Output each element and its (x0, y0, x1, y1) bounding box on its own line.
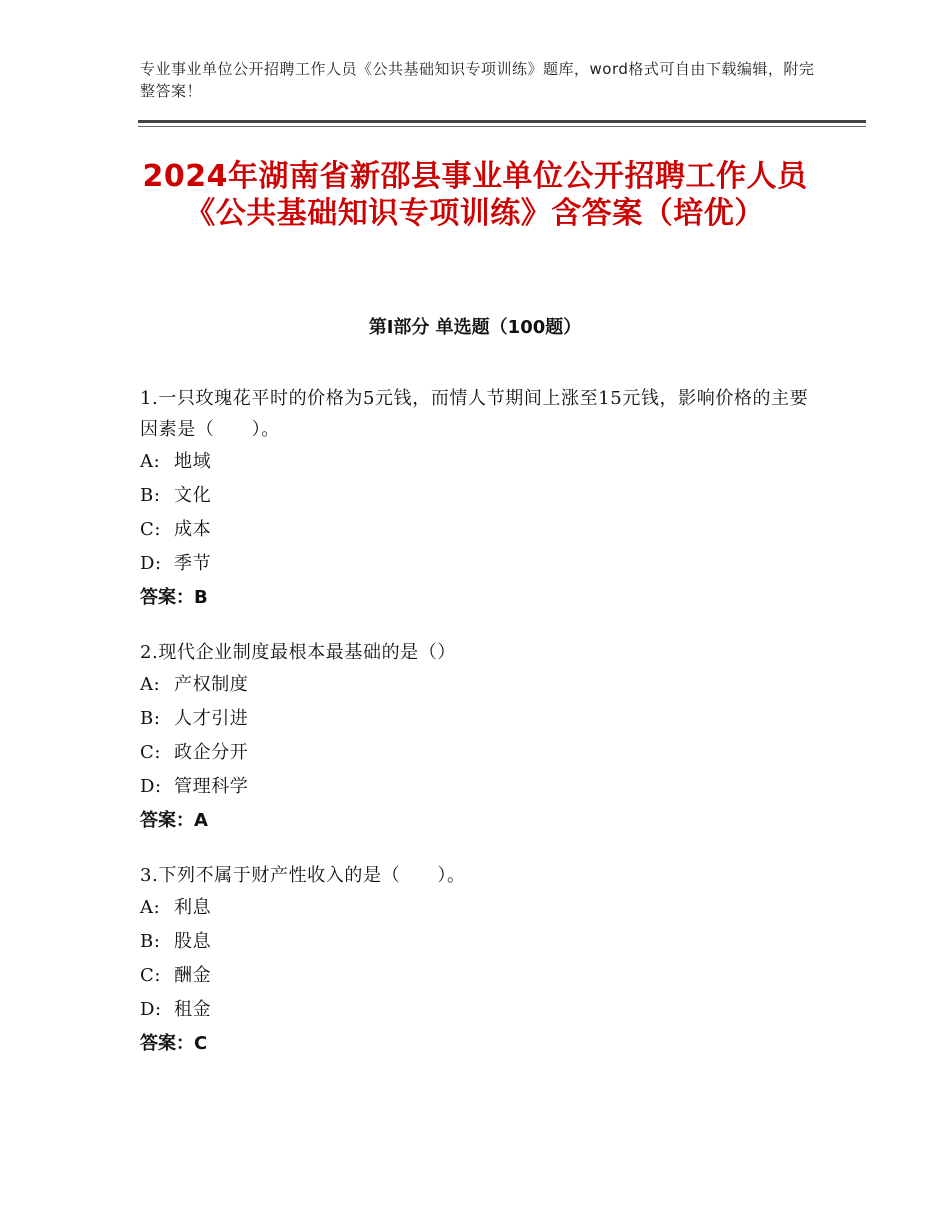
option-text: 管理科学 (174, 776, 249, 797)
section-title: 第Ⅰ部分 单选题（100题） (368, 317, 582, 338)
document-title: 2024年湖南省新邵县事业单位公开招聘工作人员《公共基础知识专项训练》含答案（培优） (142, 159, 808, 231)
question-stem: 1.一只玫瑰花平时的价格为5元钱，而情人节期间上涨至15元钱，影响价格的主要因素是（ ）。 (140, 388, 809, 440)
option-letter: D: (140, 999, 162, 1020)
option-text: 产权制度 (174, 674, 249, 695)
option-b (140, 702, 820, 736)
question-list (140, 383, 820, 1083)
option-a (140, 891, 820, 925)
option-letter: D: (140, 776, 162, 797)
option-c (140, 959, 820, 993)
question-stem: 3.下列不属于财产性收入的是（ ）。 (140, 865, 466, 886)
option-text: 租金 (174, 999, 212, 1020)
option-letter: C: (140, 965, 162, 986)
option-text: 文化 (174, 485, 212, 506)
answer-label: 答案：A (140, 810, 208, 831)
option-d (140, 547, 820, 581)
option-letter: A: (140, 674, 161, 695)
option-text: 利息 (174, 897, 212, 918)
option-a (140, 445, 820, 479)
option-text: 股息 (174, 931, 212, 952)
option-text: 酬金 (174, 965, 212, 986)
option-c (140, 513, 820, 547)
question-2 (140, 637, 820, 838)
option-letter: C: (140, 742, 162, 763)
header-note: 专业事业单位公开招聘工作人员《公共基础知识专项训练》题库，word格式可自由下载编辑，附完整答案！ (140, 60, 815, 100)
question-3 (140, 860, 820, 1061)
answer-label: 答案：B (140, 587, 208, 608)
option-letter: B: (140, 931, 161, 952)
option-d (140, 770, 820, 804)
option-letter: C: (140, 519, 162, 540)
option-c (140, 736, 820, 770)
option-letter: D: (140, 553, 162, 574)
answer-label: 答案：C (140, 1033, 208, 1054)
header-divider-thin (138, 126, 866, 127)
option-b (140, 479, 820, 513)
option-text: 政企分开 (174, 742, 249, 763)
option-text: 季节 (174, 553, 212, 574)
option-text: 地域 (174, 451, 212, 472)
option-d (140, 993, 820, 1027)
option-b (140, 925, 820, 959)
option-letter: B: (140, 708, 161, 729)
option-text: 人才引进 (174, 708, 249, 729)
option-a (140, 668, 820, 702)
question-stem: 2.现代企业制度最根本最基础的是（） (140, 642, 456, 663)
question-1 (140, 383, 820, 615)
option-text: 成本 (174, 519, 212, 540)
option-letter: A: (140, 451, 161, 472)
option-letter: B: (140, 485, 161, 506)
option-letter: A: (140, 897, 161, 918)
header-divider-thick (138, 120, 866, 123)
